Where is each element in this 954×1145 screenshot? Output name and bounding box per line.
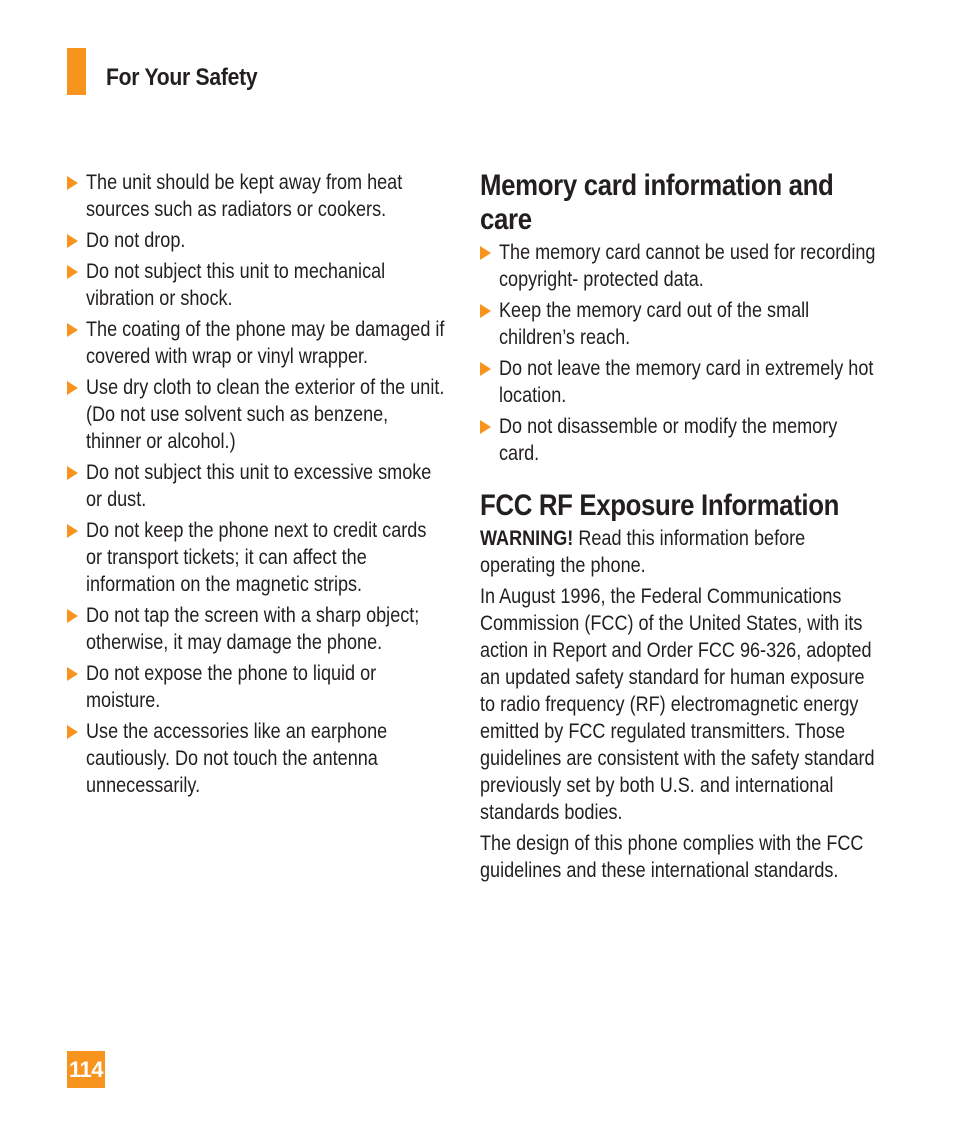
list-item: The unit should be kept away from heat sources such as radiators or cookers.: [67, 169, 447, 223]
list-item: Do not drop.: [67, 227, 447, 254]
list-item: Do not disassemble or modify the memory card.: [480, 413, 880, 467]
list-item: The memory card cannot be used for recording copyright- protected data.: [480, 239, 880, 293]
bullet-arrow-icon: [67, 466, 78, 480]
fcc-heading: FCC RF Exposure Information: [480, 489, 840, 522]
bullet-arrow-icon: [480, 304, 491, 318]
bullet-arrow-icon: [67, 667, 78, 681]
fcc-paragraph-2: The design of this phone complies with the FCC guidelines and these international standards.: [480, 832, 864, 882]
list-item: Keep the memory card out of the small children’s reach.: [480, 297, 880, 351]
bullet-arrow-icon: [480, 246, 491, 260]
list-item: Do not tap the screen with a sharp object; otherwise, it may damage the phone.: [67, 602, 447, 656]
warning-text: Read this information before operating the phone.: [480, 527, 806, 577]
warning-label: WARNING!: [480, 527, 574, 550]
list-item: Do not subject this unit to excessive smoke or dust.: [67, 459, 447, 513]
section-marker-bar: [67, 48, 86, 95]
memory-card-list: [480, 239, 880, 467]
list-item: The coating of the phone may be damaged if covered with wrap or vinyl wrapper.: [67, 316, 447, 370]
list-item: Do not expose the phone to liquid or moisture.: [67, 660, 447, 714]
bullet-arrow-icon: [67, 725, 78, 739]
list-item: Do not leave the memory card in extremely hot location.: [480, 355, 880, 409]
bullet-arrow-icon: [67, 323, 78, 337]
bullet-arrow-icon: [480, 420, 491, 434]
fcc-paragraph-1: In August 1996, the Federal Communications Commission (FCC) of the United States, with its action in Report and Order FCC 96-326, adopted an updated safety standard for human exposure to radio frequency (RF) electromagnetic energy emitted by FCC regulated transmitters. Those guidelines are consistent with the safety standard previously set by both U.S. and international standards bodies.: [480, 585, 875, 824]
bullet-arrow-icon: [67, 176, 78, 190]
memory-card-heading: Memory card information and care: [480, 169, 834, 236]
left-column: [67, 169, 447, 803]
list-item: Do not subject this unit to mechanical vibration or shock.: [67, 258, 447, 312]
safety-list: [67, 169, 447, 799]
list-item: Use the accessories like an earphone cautiously. Do not touch the antenna unnecessarily.: [67, 718, 447, 799]
bullet-arrow-icon: [67, 609, 78, 623]
bullet-arrow-icon: [480, 362, 491, 376]
list-item: Do not keep the phone next to credit cards or transport tickets; it can affect the information on the magnetic strips.: [67, 517, 447, 598]
page-number: 114: [67, 1051, 105, 1088]
bullet-arrow-icon: [67, 265, 78, 279]
bullet-arrow-icon: [67, 524, 78, 538]
fcc-warning: [480, 525, 879, 579]
right-column: [480, 169, 880, 888]
list-item: Use dry cloth to clean the exterior of the unit. (Do not use solvent such as benzene, thinner or alcohol.): [67, 374, 447, 455]
section-title: For Your Safety: [106, 64, 258, 91]
bullet-arrow-icon: [67, 381, 78, 395]
bullet-arrow-icon: [67, 234, 78, 248]
